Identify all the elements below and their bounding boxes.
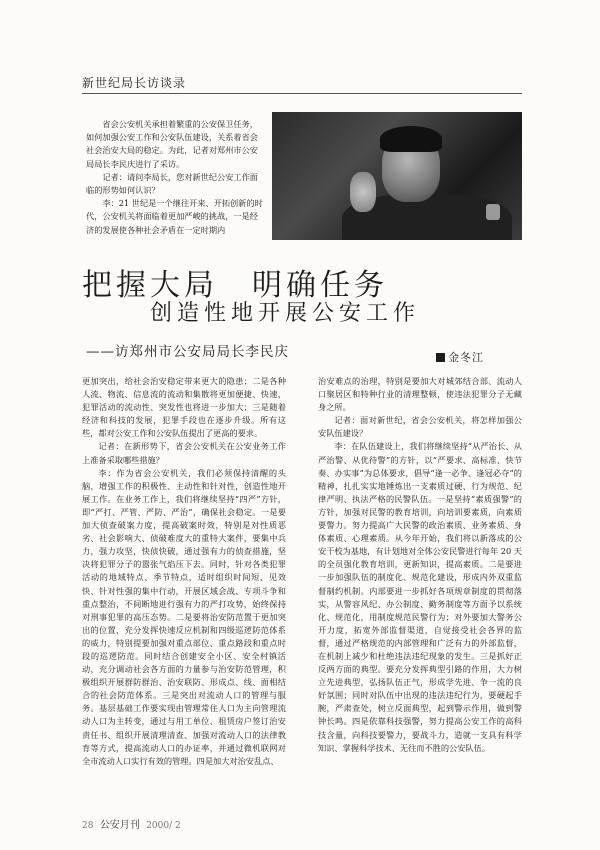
body-paragraph: 李：作为省会公安机关，我们必须保持清醒的头脑，增强工作的积极性、主动性和针对性，创造性地开展工作。在业务工作上，我们将继续坚持“四严”方针，即“严打、严管、严防、严治”，确保社会稳定。一是要加大侦查破案力度，提高破案时效，特别是对性质恶劣、社会影响大、侦破难度大的重特大案件，要集中兵力，强力攻坚，快侦快破，通过强有力的侦查措施，坚决将犯罪分子的嚣张气焰压下去。同时，针对各类犯罪活动的地域特点、季节特点，适时组织时间短、见效快、针对性强的集中行动，开展区域会战、专项斗争和重点整治，不间断地进行强有力的严打攻势，始终保持对刑事犯罪的高压态势。二是要将治安防范置于更加突出的位置，充分发挥快速反应机制和四级巡逻防范体系的威力，特别提要加强对重点部位、重点路段和重点时段的巡逻防范。同时结合创建安全小区、安全村镇活动，充分调动社会各方面的力量参与治安防范管理，积极组织开展群防群治、治安联防、形成点、线、面相结合的社会防范体系。三是突出对流动人口的管理与服务。基层基础工作要实现由管理常住人口为主向管理流动人口为主转变，通过与用工单位、租赁房户签订治安责任书、组织开展清理清查、加强对流动人口的法律教育等方式，提高流动人口的办证率，并通过微机联网对全市流动人口实行有效的管理。四是加大对治安乱点、 [82, 467, 286, 766]
author-name: 金冬江 [448, 351, 484, 364]
issue-number: 2000/ 2 [146, 821, 181, 831]
intro-paragraph: 记者：请问李局长，您对新世纪公安工作面临的形势如何认识？ [86, 171, 258, 196]
body-paragraph: 治安难点的治理，特别是要加大对城郊结合部、流动人口聚居区和特种行业的清理整顿，使违法犯罪分子无藏身之所。 [318, 376, 522, 413]
body-paragraph: 更加突出，给社会治安稳定带来更大的隐患；二是各种人流、物流、信息流的流动和集散将更加便捷、快速，犯罪活动的流动性、突发性也将进一步加大；三是随着经济和科技的发展，犯罪手段也在逐步升级。所有这些，都对公安工作和公安队伍提出了更高的要求。 [82, 376, 286, 439]
photo-badge [486, 204, 500, 220]
section-title: 新世纪局长访谈录 [82, 76, 187, 90]
body-paragraph: 记者：面对新世纪，省会公安机关，将怎样加强公安队伍建设？ [318, 415, 522, 439]
section-rule [82, 93, 522, 94]
subtitle: ——访郑州市公安局局长李民庆 [86, 344, 289, 360]
magazine-name: 公安月刊 [99, 820, 140, 831]
intro-paragraph: 李：21 世纪是一个继往开来、开拓创新的时代，公安机关将面临着更加严峻的挑战，一是经济的发展使各种社会矛盾在一定时期内 [86, 198, 263, 235]
portrait-photo [272, 112, 522, 240]
intro-paragraph: 省会公安机关承担着繁重的公安保卫任务，如何加强公安工作和公安队伍建设，关系着省会社会治安大局的稳定。为此，记者对郑州市公安局局长李民庆进行了采访。 [86, 119, 258, 169]
square-bullet-icon [436, 353, 445, 362]
page-number: 28 [82, 821, 94, 831]
author-byline [436, 349, 484, 365]
headline: 把握大局 明确任务 [82, 268, 388, 303]
page-footer [82, 816, 181, 831]
headline-secondary: 创造性地开展公安工作 [150, 301, 421, 326]
photo-hand [350, 172, 376, 212]
intro-text [86, 118, 264, 237]
body-column-left [82, 375, 286, 768]
photo-hair [380, 126, 442, 152]
body-paragraph: 记者：在新形势下，省会公安机关在公安业务工作上准备采取哪些措施？ [82, 441, 286, 465]
body-column-right [318, 375, 522, 755]
body-paragraph: 李：在队伍建设上，我们将继续坚持“从严治长、从严治警、从优待警”的方针，以“严要求、高标准、快节奏、办实事”为总体要求，倡导“逢一必争、逢冠必夺”的精神，扎扎实实地锤炼出一支素质过硬、行为规范、纪律严明、执法严格的民警队伍。一是坚持“素质强警”的方针，加强对民警的教育培训，向培训要素质，向素质要警力。努力提高广大民警的政治素质、业务素质、身体素质、心理素质。从今年开始，我们将以新落成的公安干校为基地，有计划地对全体公安民警进行每年 20 天的全员强化教育培训，更新知识，提高素质。二是要进一步加强队伍的制度化、规范化建设，形成内外双重监督制约机制。内部要进一步抓好各项规章制度的贯彻落实，从警容风纪、办公制度、勤务制度等方面予以系统化、规范化，用制度规范民警行为；对外要加大警务公开力度，拓宽外部监督渠道，自觉接受社会各界的监督，通过严格规范的内部管理和广泛有力的外部监督，在机制上减少和杜绝违法违纪现象的发生。三是抓好正反两方面的典型。要充分发挥典型引路的作用，大力树立先进典型，弘扬队伍正气，形成学先进、争一流的良好氛围；同时对队伍中出现的违法违纪行为，要硬起手腕，严肃查处，树立反面典型，起到警示作用，做到警钟长鸣。四是依靠科技强警，努力提高公安工作的高科技含量，向科技要警力，要战斗力，造就一支具有科学知识、掌握科学技术、无往而不胜的公安队伍。 [318, 441, 522, 753]
